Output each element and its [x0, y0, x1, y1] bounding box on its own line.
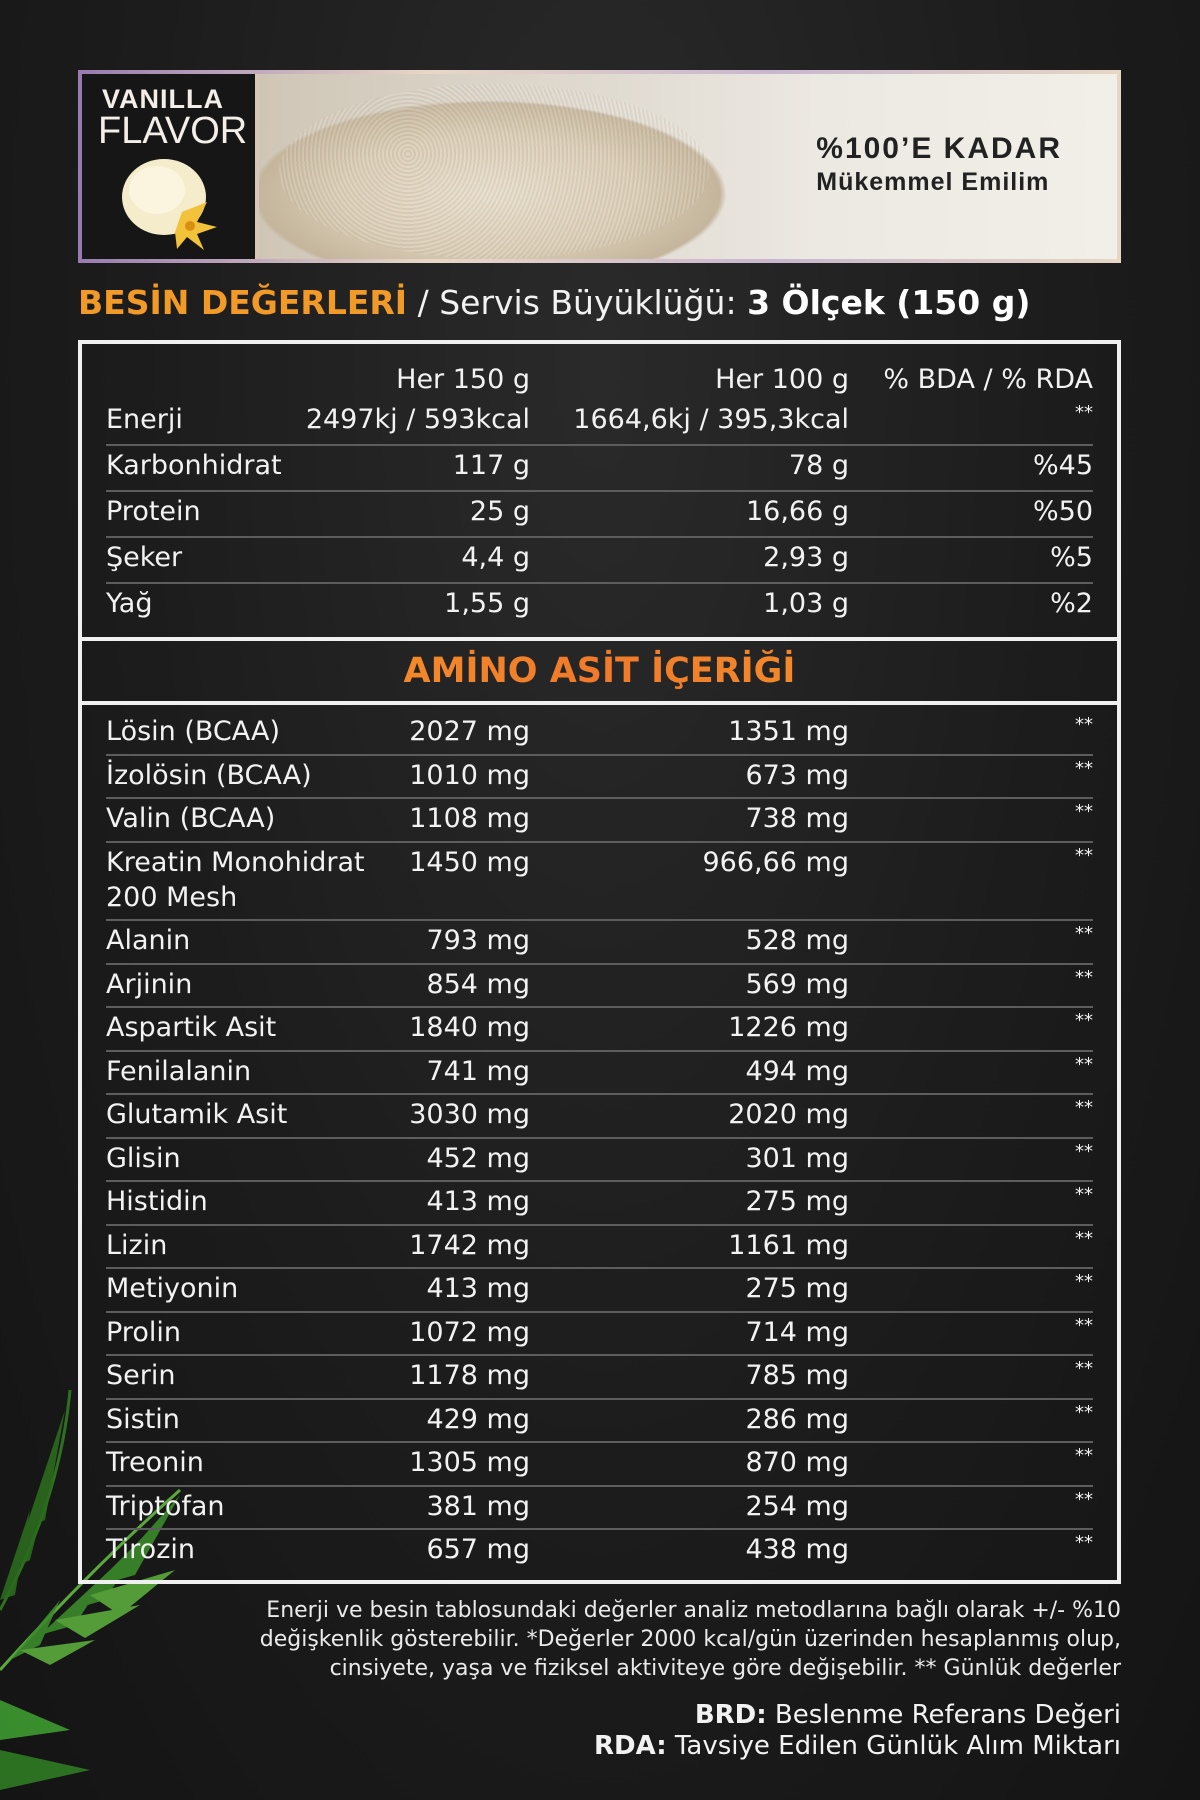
hero-banner: [78, 70, 1121, 263]
row-per100: 2020 mg: [728, 1099, 849, 1130]
row-rda: **: [1075, 1053, 1093, 1075]
table-row: [106, 1356, 1093, 1400]
row-rda: **: [1075, 1532, 1093, 1553]
table-row: [106, 1139, 1093, 1183]
table-row: [106, 1095, 1093, 1139]
row-rda: **: [1075, 1271, 1093, 1292]
row-name: Treonin: [106, 1447, 204, 1478]
row-per100: 286 mg: [745, 1403, 849, 1435]
row-per100: 738 mg: [745, 803, 849, 834]
row-rda: **: [1075, 1097, 1093, 1118]
row-per100: 301 mg: [745, 1142, 849, 1174]
row-rda: **: [1075, 1227, 1093, 1249]
row-rda: **: [1075, 1184, 1093, 1205]
footnote-line1: Enerji ve besin tablosundaki değerler analiz metodlarına bağlı olarak +/- %10: [266, 1598, 1121, 1623]
brd-text: Beslenme Referans Değeri: [766, 1700, 1121, 1730]
row-per100: 1161 mg: [728, 1229, 849, 1261]
row-per150: 657 mg: [426, 1534, 530, 1565]
row-per150: 1010 mg: [409, 759, 530, 791]
row-per150: 1,55 g: [444, 588, 530, 619]
table-row: [106, 446, 1093, 492]
row-per100: 1664,6kj / 395,3kcal: [573, 404, 849, 435]
row-per100: 528 mg: [745, 925, 849, 956]
row-name: Sistin: [106, 1403, 180, 1435]
flavor-panel: [82, 74, 259, 259]
table-row: [106, 799, 1093, 843]
row-per100: 1226 mg: [728, 1012, 849, 1043]
flavor-line1: VANILLA: [102, 84, 224, 114]
row-per150: 741 mg: [426, 1055, 530, 1087]
row-name: Metiyonin: [106, 1273, 239, 1304]
table-row: [106, 965, 1093, 1009]
row-per100: 966,66 mg: [702, 846, 849, 878]
row-rda: **: [1075, 801, 1093, 822]
table-row: [106, 584, 1093, 628]
row-rda: **: [1075, 1401, 1093, 1423]
row-name: Enerji: [106, 404, 183, 435]
row-rda: **: [1075, 1010, 1093, 1031]
row-name: Fenilalanin: [106, 1055, 252, 1087]
row-name: Aspartik Asit: [106, 1012, 277, 1043]
tagline-main: %100’E KADAR: [816, 132, 1062, 165]
row-per100: 1351 mg: [728, 716, 849, 747]
table-row: [106, 843, 1093, 922]
table-row: [106, 1052, 1093, 1096]
row-name: Triptofan: [106, 1490, 225, 1522]
row-rda: **: [1075, 1445, 1093, 1466]
row-per100: 785 mg: [745, 1360, 849, 1391]
row-per100: 714 mg: [745, 1316, 849, 1348]
row-rda: **: [1075, 923, 1093, 944]
row-name-line2: 200 Mesh: [106, 881, 238, 913]
row-per150: 1072 mg: [409, 1316, 530, 1348]
row-name: Protein: [106, 496, 201, 527]
table-row: [106, 1226, 1093, 1270]
row-name: Glutamik Asit: [106, 1099, 288, 1130]
heading-title: BESİN DEĞERLERİ: [78, 283, 408, 322]
powder-image: [259, 74, 1117, 259]
row-name: Prolin: [106, 1316, 181, 1348]
row-per100: 275 mg: [745, 1273, 849, 1304]
heading-serving: 3 Ölçek (150 g): [747, 283, 1031, 322]
row-per100: 673 mg: [745, 759, 849, 791]
table-row: [106, 1182, 1093, 1226]
row-per150: 2027 mg: [409, 716, 530, 747]
row-rda: %50: [1032, 496, 1093, 527]
row-per150: 1840 mg: [409, 1012, 530, 1043]
row-per150: 4,4 g: [461, 542, 530, 573]
row-per150: 429 mg: [426, 1403, 530, 1435]
row-per100: 275 mg: [745, 1186, 849, 1217]
table-row: [106, 921, 1093, 965]
row-per100: 1,03 g: [763, 588, 849, 619]
row-per150: 1450 mg: [409, 846, 530, 878]
header-per150: Her 150 g: [396, 364, 530, 395]
header-rda: % BDA / % RDA: [883, 364, 1093, 395]
row-name: Karbonhidrat: [106, 450, 282, 481]
row-per100: 494 mg: [745, 1055, 849, 1087]
row-name: Kreatin Monohidrat: [106, 846, 365, 878]
row-name: Serin: [106, 1360, 176, 1391]
row-per100: 2,93 g: [763, 542, 849, 573]
row-per150: 793 mg: [426, 925, 530, 956]
row-per100: 870 mg: [745, 1447, 849, 1478]
tagline-sub: Mükemmel Emilim: [816, 168, 1050, 196]
table-row: [106, 400, 1093, 446]
footnote-line2: değişkenlik gösterebilir. *Değerler 2000 kcal/gün üzerinden hesaplanmış olup,: [259, 1627, 1121, 1652]
row-per100: 438 mg: [745, 1534, 849, 1565]
table-row: [106, 1400, 1093, 1444]
row-rda: **: [1075, 966, 1093, 988]
row-name: Lizin: [106, 1229, 168, 1261]
row-name: Valin (BCAA): [106, 803, 276, 834]
row-per150: 1742 mg: [409, 1229, 530, 1261]
table-row: [106, 1443, 1093, 1487]
row-rda: **: [1075, 1358, 1093, 1379]
nutrition-table: [78, 340, 1121, 1584]
row-per100: 16,66 g: [745, 496, 849, 527]
table-row: [106, 538, 1093, 584]
row-name: Tirozin: [106, 1534, 195, 1565]
footnote: [121, 1596, 1121, 1683]
row-per150: 25 g: [469, 496, 530, 527]
row-per150: 1108 mg: [409, 803, 530, 834]
table-row: [106, 756, 1093, 800]
row-rda: **: [1075, 757, 1093, 779]
row-rda: **: [1075, 402, 1093, 423]
row-name: İzolösin (BCAA): [106, 759, 312, 791]
table-row: [106, 1269, 1093, 1313]
heading-separator: / Servis Büyüklüğü:: [407, 283, 748, 322]
vanilla-icecream-icon: [112, 152, 227, 252]
footnote-line3: cinsiyete, yaşa ve fiziksel aktiviteye göre değişebilir. ** Günlük değerler: [329, 1656, 1121, 1681]
row-per150: 381 mg: [426, 1490, 530, 1522]
row-per150: 3030 mg: [409, 1099, 530, 1130]
rda-text: Tavsiye Edilen Günlük Alım Miktarı: [666, 1731, 1121, 1761]
table-row: [106, 1487, 1093, 1531]
row-per150: 413 mg: [426, 1186, 530, 1217]
table-row: [106, 1313, 1093, 1357]
table-row: [106, 712, 1093, 756]
row-rda: **: [1075, 714, 1093, 735]
row-rda: %2: [1050, 588, 1093, 619]
flavor-line2: FLAVOR: [98, 110, 248, 152]
section-heading: [78, 283, 1030, 322]
row-per150: 854 mg: [426, 968, 530, 1000]
row-per150: 1305 mg: [409, 1447, 530, 1478]
row-per100: 78 g: [788, 450, 849, 481]
row-per100: 254 mg: [745, 1490, 849, 1522]
row-per100: 569 mg: [745, 968, 849, 1000]
rda-label: RDA:: [593, 1731, 667, 1761]
row-per150: 413 mg: [426, 1273, 530, 1304]
row-name: Yağ: [106, 588, 153, 619]
brd-label: BRD:: [694, 1700, 767, 1730]
row-rda: **: [1075, 1140, 1093, 1162]
row-rda: %5: [1050, 542, 1093, 573]
row-rda: **: [1075, 1314, 1093, 1336]
row-per150: 2497kj / 593kcal: [305, 404, 530, 435]
table-row: [106, 492, 1093, 538]
row-rda: %45: [1032, 450, 1093, 481]
row-per150: 117 g: [452, 450, 530, 481]
row-name: Alanin: [106, 925, 191, 956]
row-rda: **: [1075, 1488, 1093, 1510]
row-name: Arjinin: [106, 968, 193, 1000]
table-row: [106, 1008, 1093, 1052]
row-per150: 452 mg: [426, 1142, 530, 1174]
row-name: Glisin: [106, 1142, 181, 1174]
row-name: Lösin (BCAA): [106, 716, 281, 747]
row-rda: **: [1075, 844, 1093, 866]
table-header-row: [106, 360, 1093, 404]
row-name: Şeker: [106, 542, 183, 573]
table-row: [106, 1530, 1093, 1572]
amino-section-title: AMİNO ASİT İÇERİĞİ: [82, 637, 1117, 705]
header-per100: Her 100 g: [715, 364, 849, 395]
row-per150: 1178 mg: [409, 1360, 530, 1391]
definitions: [594, 1700, 1121, 1762]
row-name: Histidin: [106, 1186, 208, 1217]
